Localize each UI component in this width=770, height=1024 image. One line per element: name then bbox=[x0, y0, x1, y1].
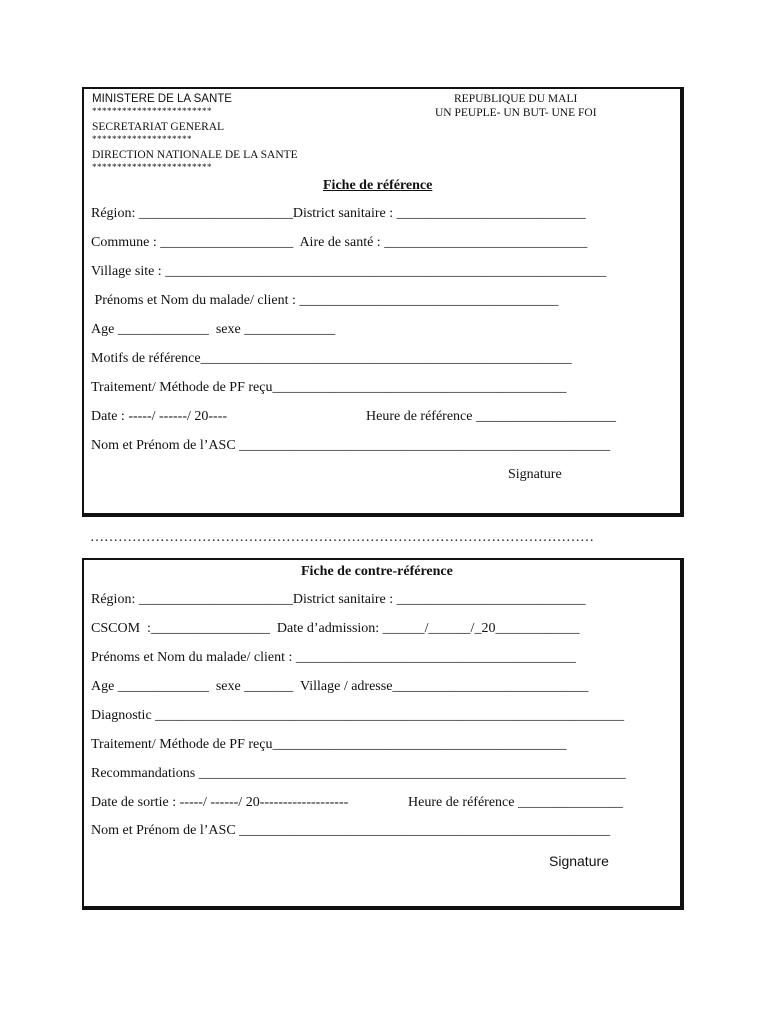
patient-name-field[interactable]: Prénoms et Nom du malade/ client : ________________________________________ bbox=[91, 650, 576, 665]
hour-field[interactable]: Heure de référence _______________ bbox=[408, 795, 623, 810]
counter-reference-title: Fiche de contre-référence bbox=[301, 564, 453, 579]
region-field[interactable]: Région: ______________________District sanitaire : ___________________________ bbox=[91, 592, 586, 607]
diagnostic-field[interactable]: Diagnostic ___________________________________________________________________ bbox=[91, 708, 625, 723]
separator-stars: ************************ bbox=[92, 106, 212, 116]
village-field[interactable]: Village site : _______________________________________________________________ bbox=[91, 264, 607, 279]
signature-label: Signature bbox=[549, 853, 609, 869]
ministry-label: MINISTERE DE LA SANTE bbox=[92, 93, 232, 105]
discharge-date-field[interactable]: Date de sortie : -----/ ------/ 20------------------- bbox=[91, 795, 349, 810]
separator-stars: ******************** bbox=[92, 134, 192, 144]
region-field[interactable]: Région: ______________________District sanitaire : ___________________________ bbox=[91, 206, 586, 221]
recommendations-field[interactable]: Recommandations _____________________________________________________________ bbox=[91, 766, 626, 781]
treatment-field[interactable]: Traitement/ Méthode de PF reçu__________________________________________ bbox=[91, 737, 567, 752]
motto-label: UN PEUPLE- UN BUT- UNE FOI bbox=[435, 107, 597, 119]
commune-field[interactable]: Commune : ___________________ Aire de santé : _____________________________ bbox=[91, 235, 588, 250]
separator-stars: ************************ bbox=[92, 162, 212, 172]
republic-label: REPUBLIQUE DU MALI bbox=[454, 93, 578, 105]
asc-name-field[interactable]: Nom et Prénom de l’ASC _____________________________________________________ bbox=[91, 438, 611, 453]
date-field[interactable]: Date : -----/ ------/ 20---- bbox=[91, 409, 228, 424]
hour-field[interactable]: Heure de référence ____________________ bbox=[366, 409, 616, 424]
secretariat-label: SECRETARIAT GENERAL bbox=[92, 121, 225, 133]
direction-label: DIRECTION NATIONALE DE LA SANTE bbox=[92, 149, 298, 161]
age-sex-field[interactable]: Age _____________ sexe _____________ bbox=[91, 322, 336, 337]
reference-title: Fiche de référence bbox=[323, 178, 433, 193]
treatment-field[interactable]: Traitement/ Méthode de PF reçu__________________________________________ bbox=[91, 380, 567, 395]
cscom-field[interactable]: CSCOM :_________________ Date d’admission: ______/______/_20____________ bbox=[91, 621, 580, 636]
asc-name-field[interactable]: Nom et Prénom de l’ASC _____________________________________________________ bbox=[91, 823, 611, 838]
signature-label: Signature bbox=[508, 467, 562, 482]
patient-name-field[interactable]: Prénoms et Nom du malade/ client : _____________________________________ bbox=[91, 293, 559, 308]
motifs-field[interactable]: Motifs de référence_____________________________________________________ bbox=[91, 351, 572, 366]
cut-line: ……………………………………………………………………………………………… bbox=[90, 530, 594, 545]
age-sex-village-field[interactable]: Age _____________ sexe _______ Village / adresse____________________________ bbox=[91, 679, 589, 694]
